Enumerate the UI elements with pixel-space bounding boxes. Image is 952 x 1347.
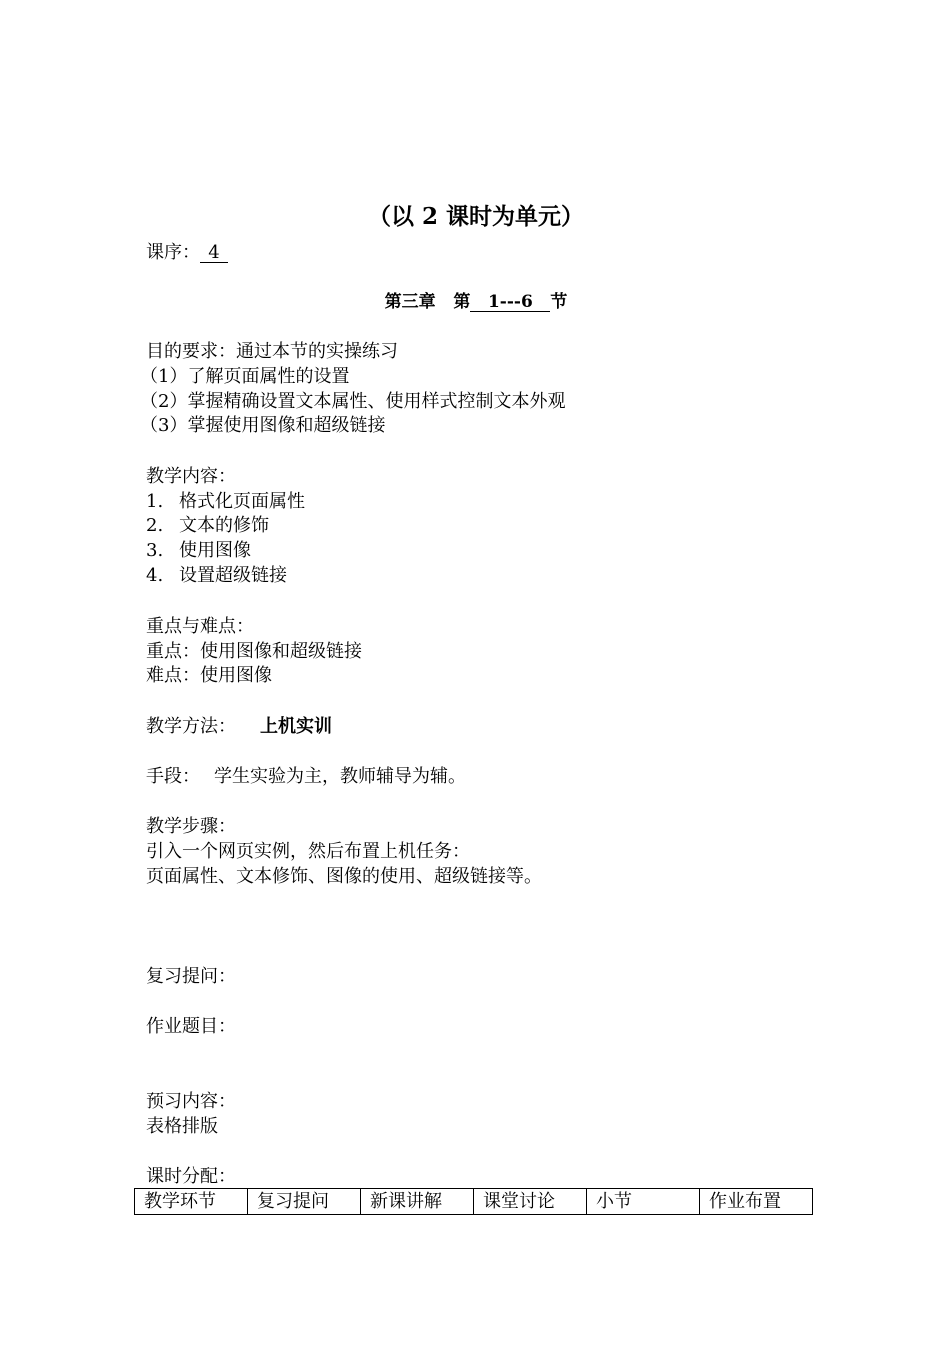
allocation-label: 课时分配： — [146, 1166, 236, 1187]
table-cell: 作业布置 — [700, 1189, 813, 1215]
preview-value: 表格排版 — [146, 1116, 218, 1137]
page-title: （以 2 课时为单元） — [367, 203, 585, 230]
homework-label: 作业题目： — [146, 1016, 236, 1037]
teaching-method-value: 上机实训 — [260, 716, 332, 737]
steps-line: 页面属性、文本修饰、图像的使用、超级链接等。 — [146, 866, 542, 887]
teaching-method-label: 教学方法： — [146, 716, 236, 737]
objective-item: （1）了解页面属性的设置 — [140, 366, 350, 387]
allocation-table — [134, 1188, 813, 1215]
key-point: 重点：使用图像和超级链接 — [146, 641, 362, 662]
lesson-order-label: 课序： — [146, 242, 200, 263]
steps-heading: 教学步骤： — [146, 816, 236, 837]
review-label: 复习提问： — [146, 966, 236, 987]
teaching-means — [146, 766, 466, 788]
content-item-number: 3. — [146, 540, 164, 561]
key-points-heading: 重点与难点： — [146, 616, 254, 637]
content-item — [146, 540, 251, 562]
section-word: 第 — [453, 292, 471, 312]
table-cell: 复习提问 — [248, 1189, 361, 1215]
teaching-means-label: 手段： — [146, 766, 200, 787]
content-item-number: 1. — [146, 491, 164, 512]
chapter-prefix: 第三章 — [384, 292, 436, 312]
content-item-number: 4. — [146, 565, 164, 586]
lesson-order — [146, 242, 228, 264]
chapter-heading — [0, 291, 952, 313]
teaching-means-value: 学生实验为主，教师辅导为辅。 — [214, 766, 466, 787]
section-range: 1---6 — [470, 293, 550, 312]
objective-item: （3）掌握使用图像和超级链接 — [140, 415, 386, 436]
table-cell: 新课讲解 — [361, 1189, 474, 1215]
objectives-heading: 目的要求：通过本节的实操练习 — [146, 341, 398, 362]
teaching-method — [146, 716, 332, 738]
table-cell: 小节 — [587, 1189, 700, 1215]
table-cell: 教学环节 — [135, 1189, 248, 1215]
content-item-text: 使用图像 — [179, 540, 251, 561]
content-item — [146, 491, 305, 513]
lesson-order-value: 4 — [200, 244, 228, 263]
content-item-number: 2. — [146, 515, 164, 536]
section-suffix: 节 — [550, 292, 568, 312]
steps-line: 引入一个网页实例，然后布置上机任务： — [146, 841, 470, 862]
table-row — [135, 1189, 813, 1215]
content-item — [146, 515, 269, 537]
content-heading: 教学内容： — [146, 466, 236, 487]
content-item-text: 格式化页面属性 — [179, 491, 305, 512]
difficulty-point: 难点：使用图像 — [146, 665, 272, 686]
objective-item: （2）掌握精确设置文本属性、使用样式控制文本外观 — [140, 391, 566, 412]
preview-label: 预习内容： — [146, 1091, 236, 1112]
content-item-text: 设置超级链接 — [179, 565, 287, 586]
content-item-text: 文本的修饰 — [179, 515, 269, 536]
table-cell: 课堂讨论 — [474, 1189, 587, 1215]
content-item — [146, 565, 287, 587]
